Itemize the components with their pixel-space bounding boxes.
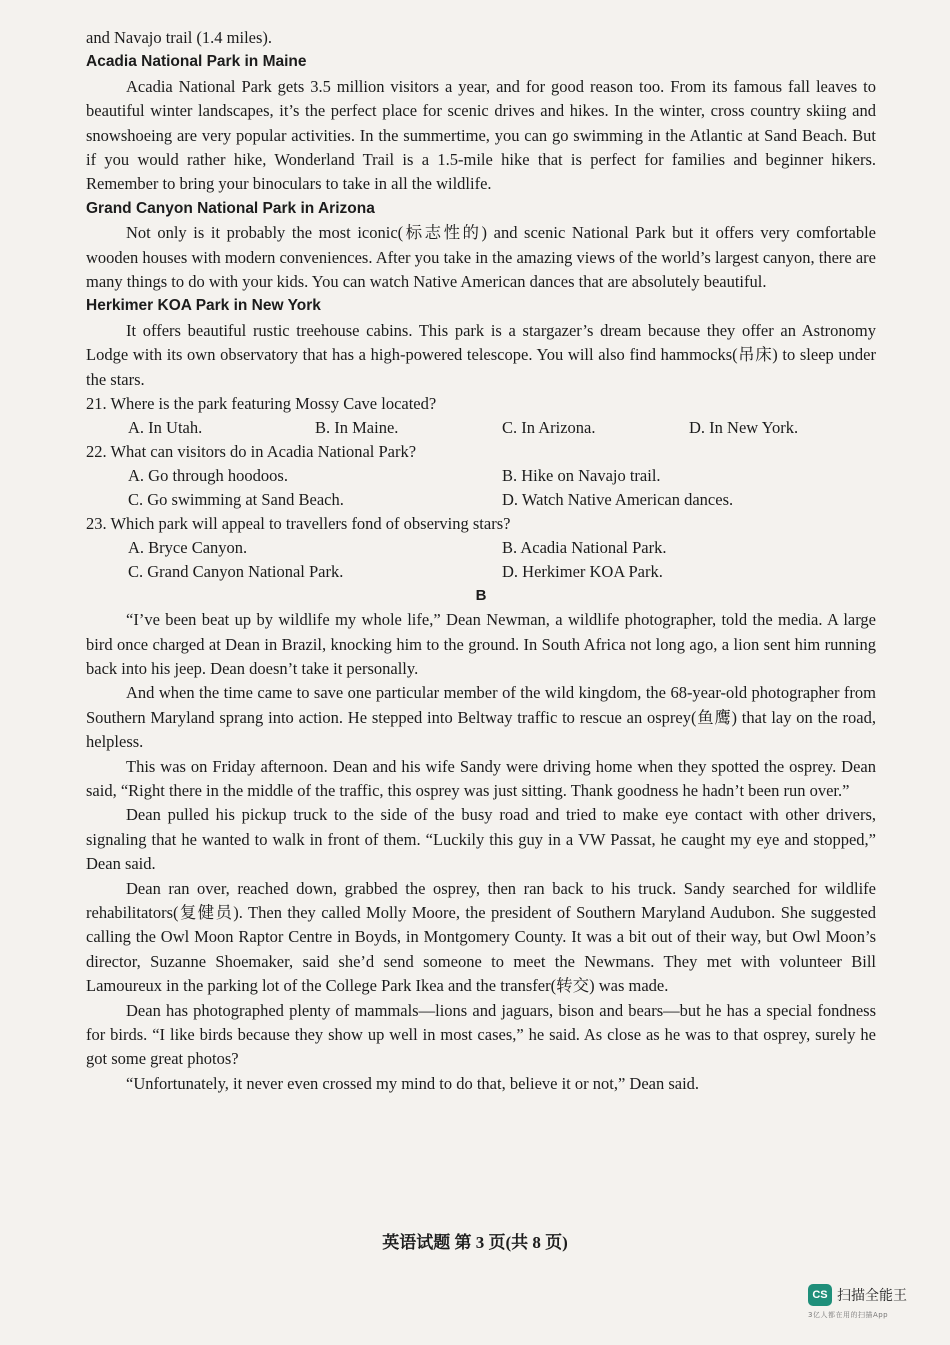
question-23-option-b: B. Acadia National Park. bbox=[502, 538, 667, 558]
exam-page bbox=[86, 26, 876, 1096]
question-23-stem: 23. Which park will appeal to travellers fond of observing stars? bbox=[86, 514, 511, 534]
question-23-options-row2 bbox=[86, 560, 876, 584]
camscanner-logo-icon: CS bbox=[808, 1284, 832, 1306]
question-22-options-row2 bbox=[86, 488, 876, 512]
watermark-tagline: 3亿人都在用的扫描App bbox=[808, 1311, 889, 1319]
park-heading-herkimer: Herkimer KOA Park in New York bbox=[86, 297, 321, 315]
question-22-option-d: D. Watch Native American dances. bbox=[502, 490, 734, 510]
passage-b-paragraph-7: “Unfortunately, it never even crossed my mind to do that, believe it or not,” Dean said. bbox=[126, 1073, 700, 1093]
question-23-option-c: C. Grand Canyon National Park. bbox=[128, 562, 344, 582]
question-23-option-d: D. Herkimer KOA Park. bbox=[502, 562, 663, 582]
park-text-herkimer: It offers beautiful rustic treehouse cabins. This park is a stargazer’s dream because they offer an Astronomy Lodge with its own observatory that has a high-powered telescope. You will also find hammocks(吊床) to sleep under the stars. bbox=[86, 320, 876, 389]
passage-b-paragraph-6: Dean has photographed plenty of mammals—lions and jaguars, bison and bears—but he has a special fondness for birds. “I like birds because they show up well in most cases,” he said. As close as he was to that osprey, surely he got some great photos? bbox=[86, 1000, 876, 1069]
intro-tail-text: and Navajo trail (1.4 miles). bbox=[86, 28, 273, 47]
passage-b-paragraph-4: Dean pulled his pickup truck to the side of the busy road and tried to make eye contact with other drivers, signaling that he wanted to walk in front of them. “Luckily this guy in a VW Passat, he caught my eye and stopped,” Dean said. bbox=[86, 805, 876, 874]
question-21-option-b: B. In Maine. bbox=[315, 418, 399, 438]
watermark-app-name: 扫描全能王 bbox=[837, 1288, 907, 1304]
question-21-options bbox=[86, 416, 876, 440]
section-b-label: B bbox=[475, 587, 487, 605]
question-22-option-b: B. Hike on Navajo trail. bbox=[502, 466, 661, 486]
question-21-option-d: D. In New York. bbox=[689, 418, 799, 438]
question-21-option-c: C. In Arizona. bbox=[502, 418, 596, 438]
question-23-options-row1 bbox=[86, 536, 876, 560]
question-22-option-a: A. Go through hoodoos. bbox=[128, 466, 288, 486]
park-text-acadia: Acadia National Park gets 3.5 million visitors a year, and for good reason too. From its famous fall leaves to beautiful winter landscapes, it’s the perfect place for scenic drives and hikes. In the winter, cross country skiing and snowshoeing are very popular activities. In the summertime, you can go swimming in the Atlantic at Sand Beach. But if you would rather hike, Wonderland Trail is a 1.5-mile hike that is perfect for families and beginner hikers. Remember to bring your binoculars to take in all the wildlife. bbox=[86, 76, 876, 194]
question-22-option-c: C. Go swimming at Sand Beach. bbox=[128, 490, 344, 510]
question-21-stem: 21. Where is the park featuring Mossy Cave located? bbox=[86, 394, 437, 414]
park-text-grand-canyon: Not only is it probably the most iconic(标志性的) and scenic National Park but it offers very comfortable wooden houses with modern conveniences. After you take in the amazing views of the world’s largest canyon, there are many things to do with your kids. You can watch Native American dances that are absolutely beautiful. bbox=[86, 223, 876, 292]
question-21-option-a: A. In Utah. bbox=[128, 418, 203, 438]
question-22-stem: 22. What can visitors do in Acadia National Park? bbox=[86, 442, 417, 462]
page-footer: 英语试题 第 3 页(共 8 页) bbox=[382, 1233, 568, 1252]
passage-b-paragraph-1: “I’ve been beat up by wildlife my whole life,” Dean Newman, a wildlife photographer, told the media. A large bird once charged at Dean in Brazil, knocking him to the ground. In South Africa not long ago, a lion sent him running back into his jeep. Dean doesn’t take it personally. bbox=[86, 610, 876, 678]
scanner-watermark bbox=[808, 1284, 938, 1320]
passage-b-paragraph-5: Dean ran over, reached down, grabbed the osprey, then ran back to his truck. Sandy searched for wildlife rehabilitators(复健员). Then they called Molly Moore, the president of Southern Maryland Audubon. She suggested calling the Owl Moon Raptor Centre in Boyds, in Montgomery County. It was a bit out of their way, but Owl Moon’s director, Suzanne Shoemaker, said she’d send someone to meet the Newmans. They met with volunteer Bill Lamoureux in the parking lot of the College Park Ikea and the transfer(转交) was made. bbox=[86, 878, 876, 996]
park-heading-acadia: Acadia National Park in Maine bbox=[86, 53, 307, 71]
question-22-options-row1 bbox=[86, 464, 876, 488]
passage-b-paragraph-2: And when the time came to save one particular member of the wild kingdom, the 68-year-old photographer from Southern Maryland sprang into action. He stepped into Beltway traffic to rescue an osprey(鱼鹰) that lay on the road, helpless. bbox=[86, 683, 876, 752]
question-23-option-a: A. Bryce Canyon. bbox=[128, 538, 248, 558]
passage-b-paragraph-3: This was on Friday afternoon. Dean and his wife Sandy were driving home when they spotted the osprey. Dean said, “Right there in the middle of the traffic, this osprey was just sitting. Thank goodness he hadn’t been run over.” bbox=[86, 756, 876, 800]
park-heading-grand-canyon: Grand Canyon National Park in Arizona bbox=[86, 199, 375, 217]
